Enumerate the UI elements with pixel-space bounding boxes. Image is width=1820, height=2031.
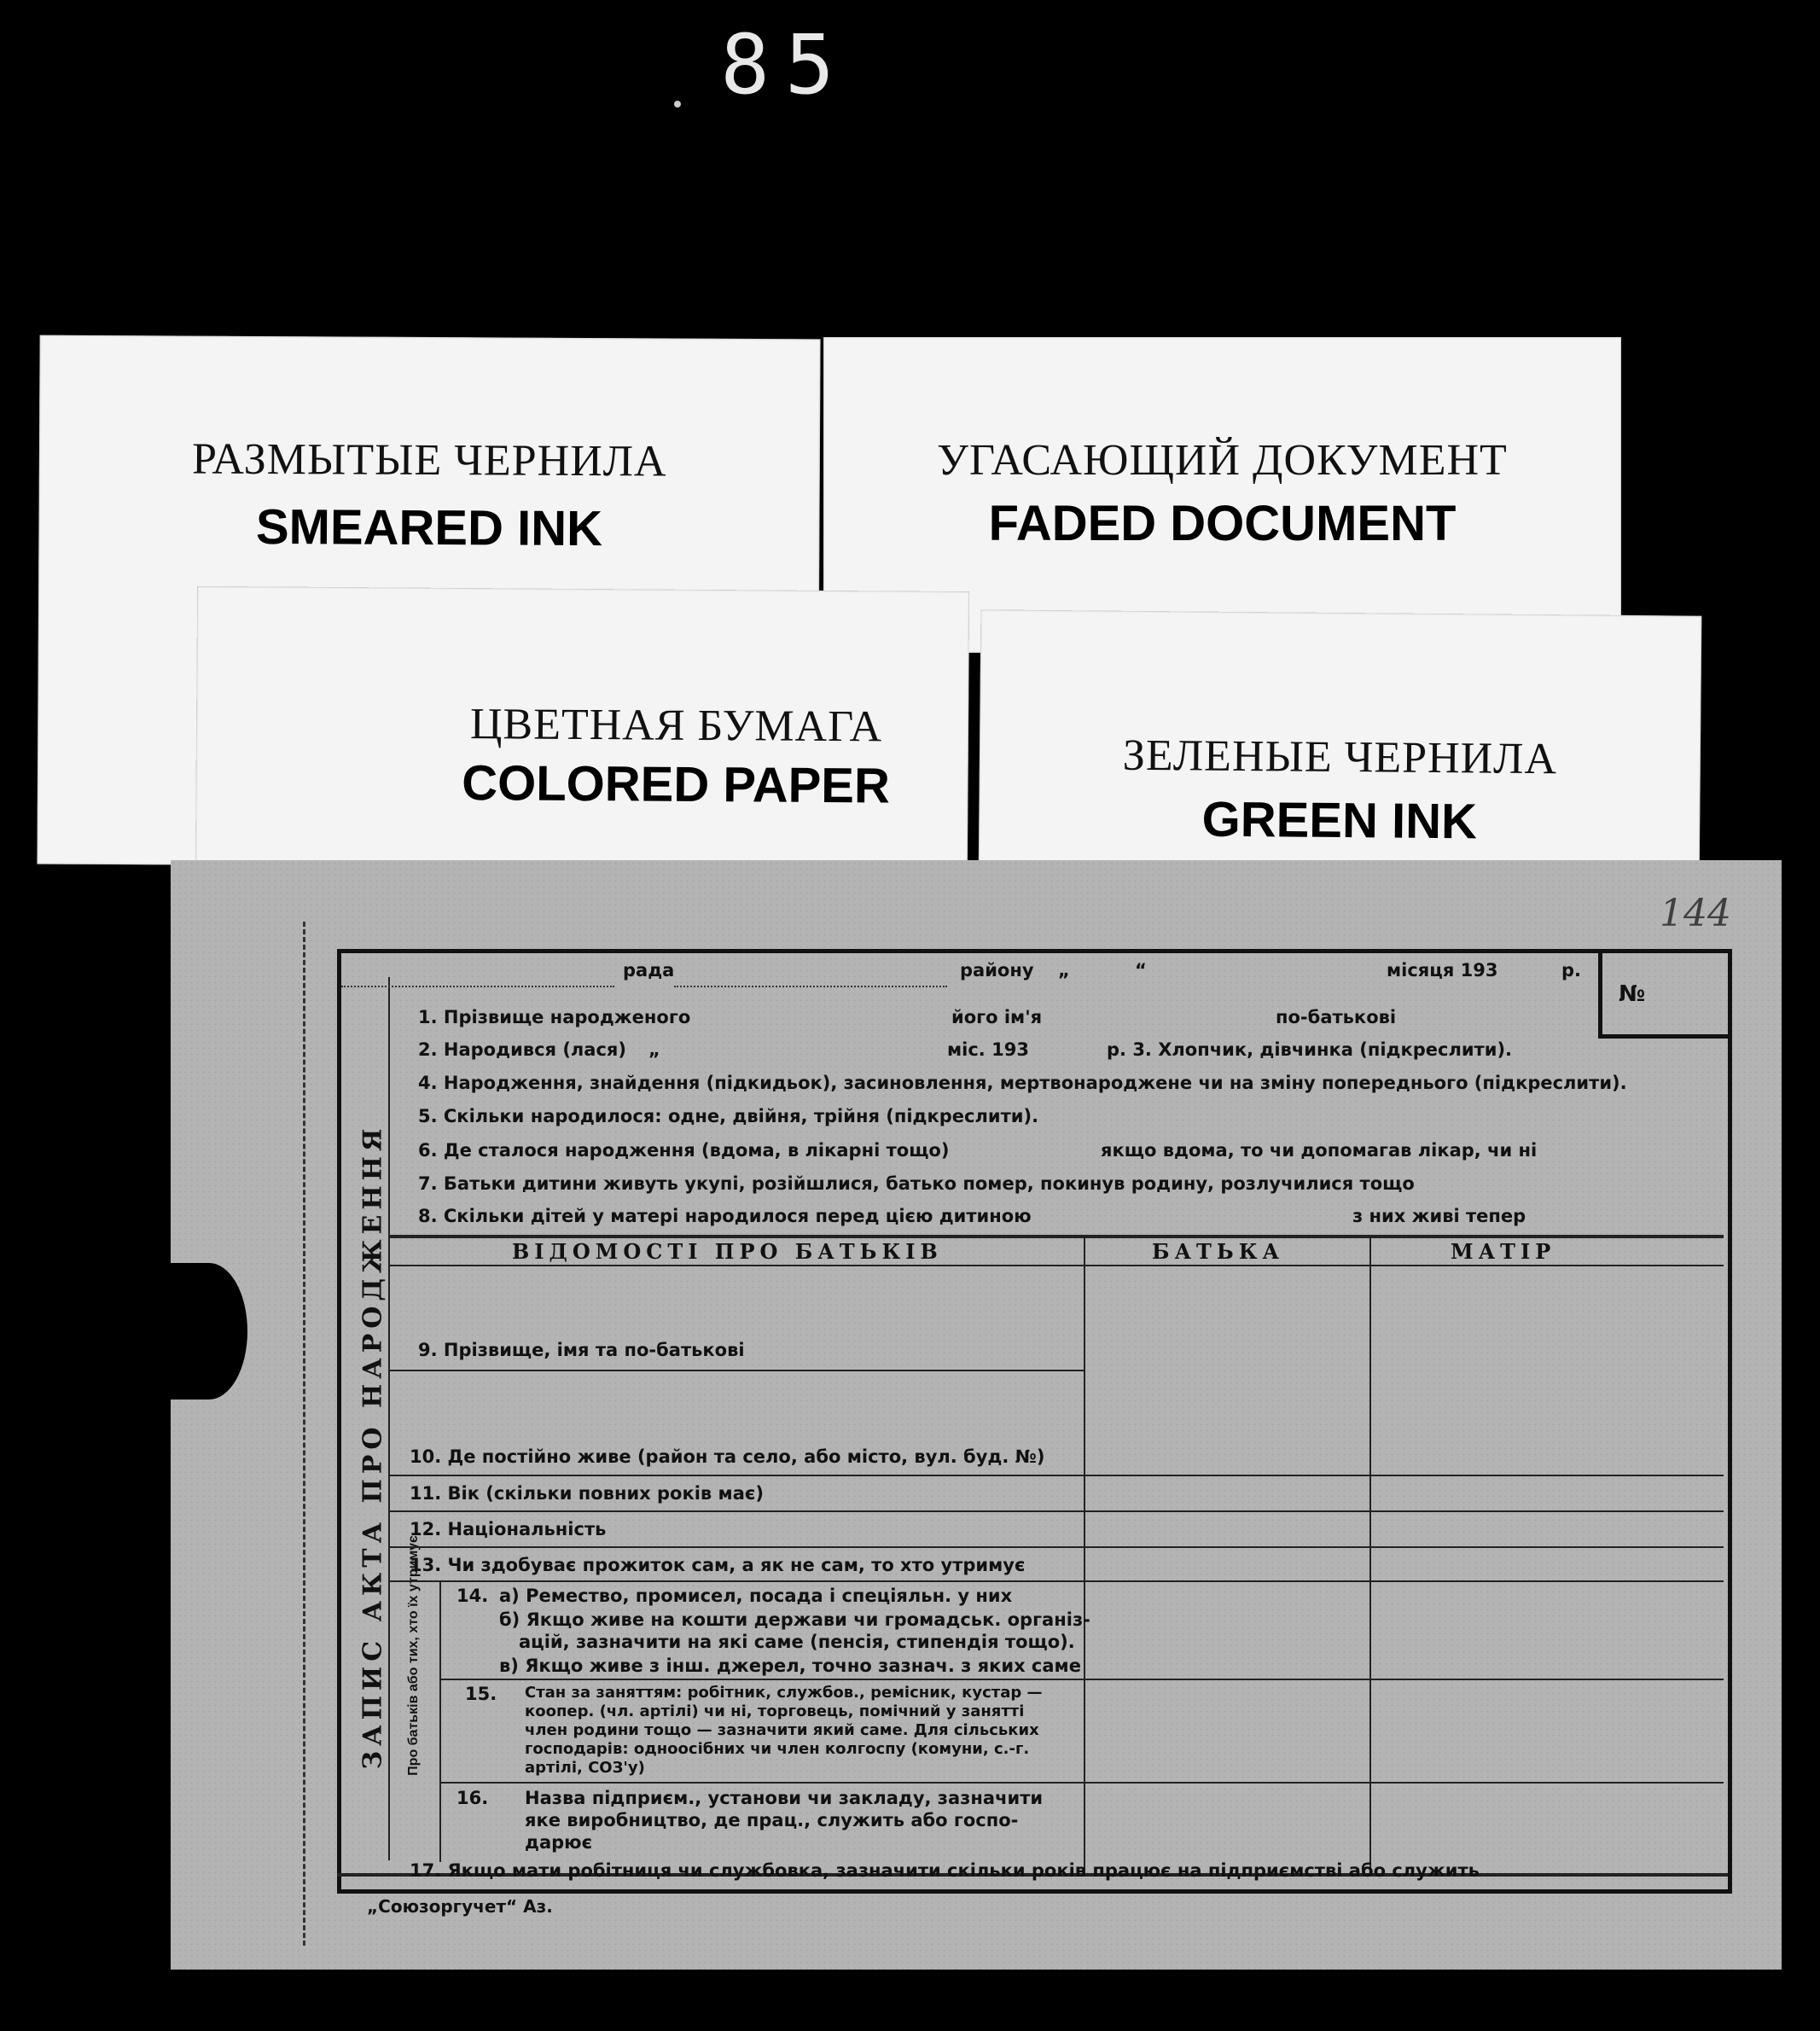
row-14-b1: б) Якщо живе на кошти держави чи громадськ. організ-: [499, 1609, 1090, 1630]
frame-number: 85: [720, 17, 850, 113]
row-16-line-2: яке виробництво, де прац., служить або госпо-: [525, 1810, 1019, 1830]
mother-column-line: [1369, 1235, 1371, 1875]
row-16-line-1: Назва підприєм., установи чи закладу, зазначити: [525, 1788, 1044, 1808]
header-info: ВІДОМОСТІ ПРО БАТЬКІВ: [512, 1239, 943, 1264]
label-en: COLORED PAPER: [462, 755, 891, 814]
number-label: №: [1619, 981, 1646, 1007]
row-15-rule: [439, 1782, 1724, 1784]
row-15-line-1: Стан за заняттям: робітник, службов., ремісник, кустар —: [525, 1684, 1043, 1702]
row-10: 10. Де постійно живе (район та село, або місто, вул. буд. №): [410, 1446, 1045, 1467]
item-7: 7. Батьки дитини живуть укупі, розійшлися, батько помер, покинув родину, розлучилися тощо: [418, 1173, 1415, 1194]
label-en: GREEN INK: [1201, 791, 1478, 850]
label-ru: РАЗМЫТЫЕ ЧЕРНИЛА: [191, 434, 667, 486]
father-column-line: [1084, 1235, 1085, 1875]
row-14-a: а) Ремество, промисел, посада і спеціяльн. у них: [499, 1586, 1013, 1606]
film-mark: [674, 101, 681, 108]
row-16-number: 16.: [456, 1788, 489, 1808]
header-mother: МАТІР: [1451, 1239, 1556, 1264]
row-10-rule: [388, 1475, 1724, 1476]
row-15-line-3: член родини тощо — зазначити який саме. Для сільських: [525, 1721, 1039, 1739]
torn-edge: [171, 1263, 247, 1400]
header-rada: рада: [623, 960, 675, 981]
item-5: 5. Скільки народилося: одне, двійня, трійня (підкреслити).: [418, 1106, 1039, 1126]
row-15-number: 15.: [465, 1684, 497, 1704]
sheet-number: 144: [1660, 892, 1731, 935]
label-ru: ЗЕЛЕНЫЕ ЧЕРНИЛА: [1122, 730, 1558, 784]
row-15-line-2: коопер. (чл. артілі) чи ні, торговець, помічний у занятті: [525, 1702, 1025, 1720]
item-8-living: з них живі тепер: [1352, 1206, 1526, 1226]
item-2-sex: р. 3. Хлопчик, дівчинка (підкреслити).: [1107, 1039, 1513, 1060]
item-2-born: 2. Народився (лася): [418, 1039, 626, 1060]
rada-underline: [341, 986, 614, 987]
label-en: SMEARED INK: [255, 498, 603, 557]
row-12: 12. Національність: [410, 1519, 607, 1539]
row-16-line-3: дарює: [525, 1832, 593, 1853]
row-12-rule: [388, 1546, 1724, 1548]
table-header-rule: [388, 1265, 1724, 1266]
item-1-patronymic: по-батькові: [1276, 1007, 1397, 1027]
vertical-title: ЗАПИС АКТА ПРО НАРОДЖЕННЯ: [358, 1123, 388, 1770]
label-card-green-ink: [979, 609, 1702, 888]
row-11-rule: [388, 1510, 1724, 1512]
item-2-quote: „: [648, 1039, 660, 1060]
row-13-rule: [388, 1580, 1724, 1582]
perforation-line: [303, 922, 305, 1946]
item-8-children: 8. Скільки дітей у матері народилося перед цією дитиною: [418, 1206, 1032, 1226]
table-top-rule: [388, 1235, 1724, 1238]
sub-column-line: [439, 1580, 441, 1862]
row-13: 13. Чи здобуває прожиток сам, а як не сам, то хто утримує: [410, 1555, 1026, 1575]
row-9: 9. Прізвище, імя та по-батькові: [418, 1340, 745, 1360]
printer-imprint: „Союзоргучет“ Аз.: [367, 1896, 553, 1917]
row-17: 17. Якщо мати робітниця чи службовка, зазначити скільки років працює на підприємстві або служить: [410, 1860, 1480, 1881]
item-1-name: його ім'я: [951, 1007, 1043, 1027]
row-14-number: 14.: [456, 1586, 489, 1606]
item-1-surname: 1. Прізвище народженого: [418, 1007, 691, 1027]
item-2-month: міс. 193: [947, 1039, 1029, 1060]
item-6-doctor: якщо вдома, то чи допомагав лікар, чи ні: [1101, 1140, 1538, 1161]
header-quote-close: “: [1135, 960, 1147, 981]
row-11: 11. Вік (скільки повних років має): [410, 1483, 764, 1504]
row-14-c: в) Якщо живе з інш. джерел, точно зазнач. з яких саме: [499, 1656, 1081, 1676]
item-6-place: 6. Де сталося народження (вдома, в лікарні тощо): [418, 1140, 950, 1161]
header-quote-open: „: [1058, 960, 1070, 981]
label-ru: ЦВЕТНАЯ БУМАГА: [469, 700, 883, 752]
row-15-line-5: артілі, СОЗ'у): [525, 1759, 645, 1777]
rayon-underline: [674, 986, 947, 987]
label-ru: УГАСАЮЩИЙ ДОКУМЕНТ: [937, 436, 1508, 485]
row-14-b2: ацій, зазначити на які саме (пенсія, стипендія тощо).: [519, 1632, 1075, 1652]
label-en: FADED DOCUMENT: [988, 496, 1457, 551]
header-father: БАТЬКА: [1152, 1239, 1285, 1264]
row-9-rule: [388, 1370, 1084, 1371]
header-year-suffix: р.: [1561, 960, 1582, 981]
header-rayon: району: [960, 960, 1034, 981]
vertical-subtitle: Про батьків або тих, хто їх утримує: [406, 1535, 421, 1776]
item-4: 4. Народження, знайдення (підкидьок), засиновлення, мертвонароджене чи на зміну попереднього (підкреслити).: [418, 1073, 1627, 1093]
label-card-colored-paper: [195, 586, 969, 877]
row-15-line-4: господарів: одноосібних чи член колгоспу (комуни, с.-г.: [525, 1740, 1030, 1758]
header-month: місяця 193: [1387, 960, 1498, 981]
row-14-rule: [439, 1679, 1724, 1680]
record-number-box: [1598, 949, 1728, 1039]
